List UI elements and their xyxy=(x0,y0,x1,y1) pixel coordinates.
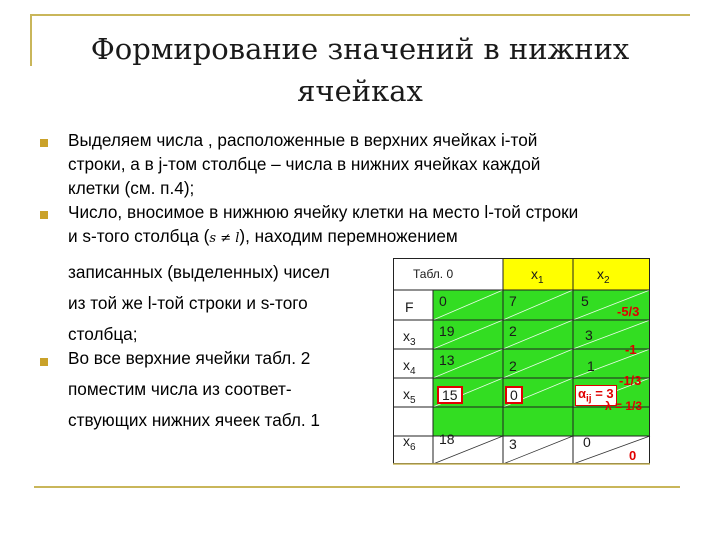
simplex-table xyxy=(393,258,653,466)
row-label-x3 xyxy=(403,328,416,348)
cell-x5-c1-highlight: 0 xyxy=(505,386,523,404)
cell-x6-c0: 18 xyxy=(439,431,455,447)
bullet-2-line-2b: ), находим перемножением xyxy=(239,226,458,246)
cell-x6-c2-low: 0 xyxy=(629,448,637,463)
row-label-x6-var: x xyxy=(403,433,410,449)
row-label-x6-sub: 6 xyxy=(410,441,416,453)
bullet-2-line-4: из той же l-той строки и s-того xyxy=(68,293,308,313)
table-grid xyxy=(393,258,653,466)
row-label-x6 xyxy=(403,433,416,453)
cell-x3-c0: 19 xyxy=(439,323,455,339)
bottom-decor-line xyxy=(34,486,680,488)
bullet-2-line-2 xyxy=(68,224,458,251)
cell-F-c1: 7 xyxy=(509,293,517,309)
row-label-x3-sub: 3 xyxy=(410,336,416,348)
bullet-marker xyxy=(40,358,48,366)
bullet-1-line-2: строки, а в j-том столбце – числа в нижних ячейках каждой xyxy=(68,154,541,174)
title-line-2: ячейках xyxy=(297,74,423,108)
slide-title xyxy=(40,28,680,112)
row-label-x5-sub: 5 xyxy=(410,394,416,406)
alpha-eq: = 3 xyxy=(595,386,614,401)
cell-x3-c2-low: -1 xyxy=(625,342,637,357)
bullet-3-line-3: ствующих нижних ячеек табл. 1 xyxy=(68,410,320,430)
cell-x4-c2-low: -1/3 xyxy=(619,373,642,388)
header-x1 xyxy=(531,266,544,286)
header-x2-var: x xyxy=(597,266,604,282)
bullet-2-line-1: Число, вносимое в нижнюю ячейку клетки на место l-той строки xyxy=(68,202,579,222)
cell-x5-lambda: λ = 1/3 xyxy=(605,399,643,413)
header-x2-sub: 2 xyxy=(604,274,610,286)
row-label-x3-var: x xyxy=(403,328,410,344)
bullet-3-line-1: Во все верхние ячейки табл. 2 xyxy=(68,348,311,368)
table-corner-label: Табл. 0 xyxy=(413,267,454,281)
bullet-marker xyxy=(40,211,48,219)
left-decor-line xyxy=(30,14,32,66)
cell-x4-c2: 1 xyxy=(587,358,595,374)
row-label-x4-var: x xyxy=(403,357,410,373)
cell-x4-c0: 13 xyxy=(439,352,455,368)
formula-s-not-l: s ≠ l xyxy=(209,231,240,246)
row-label-x5 xyxy=(403,386,416,406)
cell-x4-c1: 2 xyxy=(509,358,517,374)
cell-x6-c1: 3 xyxy=(509,436,517,452)
bullet-1-line-3: клетки (см. п.4); xyxy=(68,178,195,198)
row-label-x5-var: x xyxy=(403,386,410,402)
title-line-1: Формирование значений в нижних xyxy=(90,32,630,66)
header-x1-var: x xyxy=(531,266,538,282)
cell-x3-c2: 3 xyxy=(585,327,593,343)
row-label-x4 xyxy=(403,357,416,377)
cell-x5-c0-highlight: 15 xyxy=(437,386,463,404)
bullet-2-line-2a: и s-того столбца ( xyxy=(68,226,210,246)
alpha-symbol: α xyxy=(578,386,586,401)
bullet-2-line-3: записанных (выделенных) чисел xyxy=(68,262,330,282)
bullet-1-line-1: Выделяем числа , расположенные в верхних ячейках i-той xyxy=(68,130,538,150)
bullet-marker xyxy=(40,139,48,147)
bullet-2-line-5: столбца; xyxy=(68,324,138,344)
cell-F-c0: 0 xyxy=(439,293,447,309)
header-x1-sub: 1 xyxy=(538,274,544,286)
row-label-x4-sub: 4 xyxy=(410,365,416,377)
header-x2 xyxy=(597,266,610,286)
cell-x6-c2: 0 xyxy=(583,434,591,450)
cell-F-c2-low: -5/3 xyxy=(617,304,640,319)
bullet-3-line-2: поместим числа из соответ- xyxy=(68,379,292,399)
top-decor-line xyxy=(30,14,690,16)
cell-x3-c1: 2 xyxy=(509,323,517,339)
row-label-F: F xyxy=(405,299,414,315)
cell-F-c2: 5 xyxy=(581,293,589,309)
alpha-sub: ij xyxy=(586,393,592,405)
